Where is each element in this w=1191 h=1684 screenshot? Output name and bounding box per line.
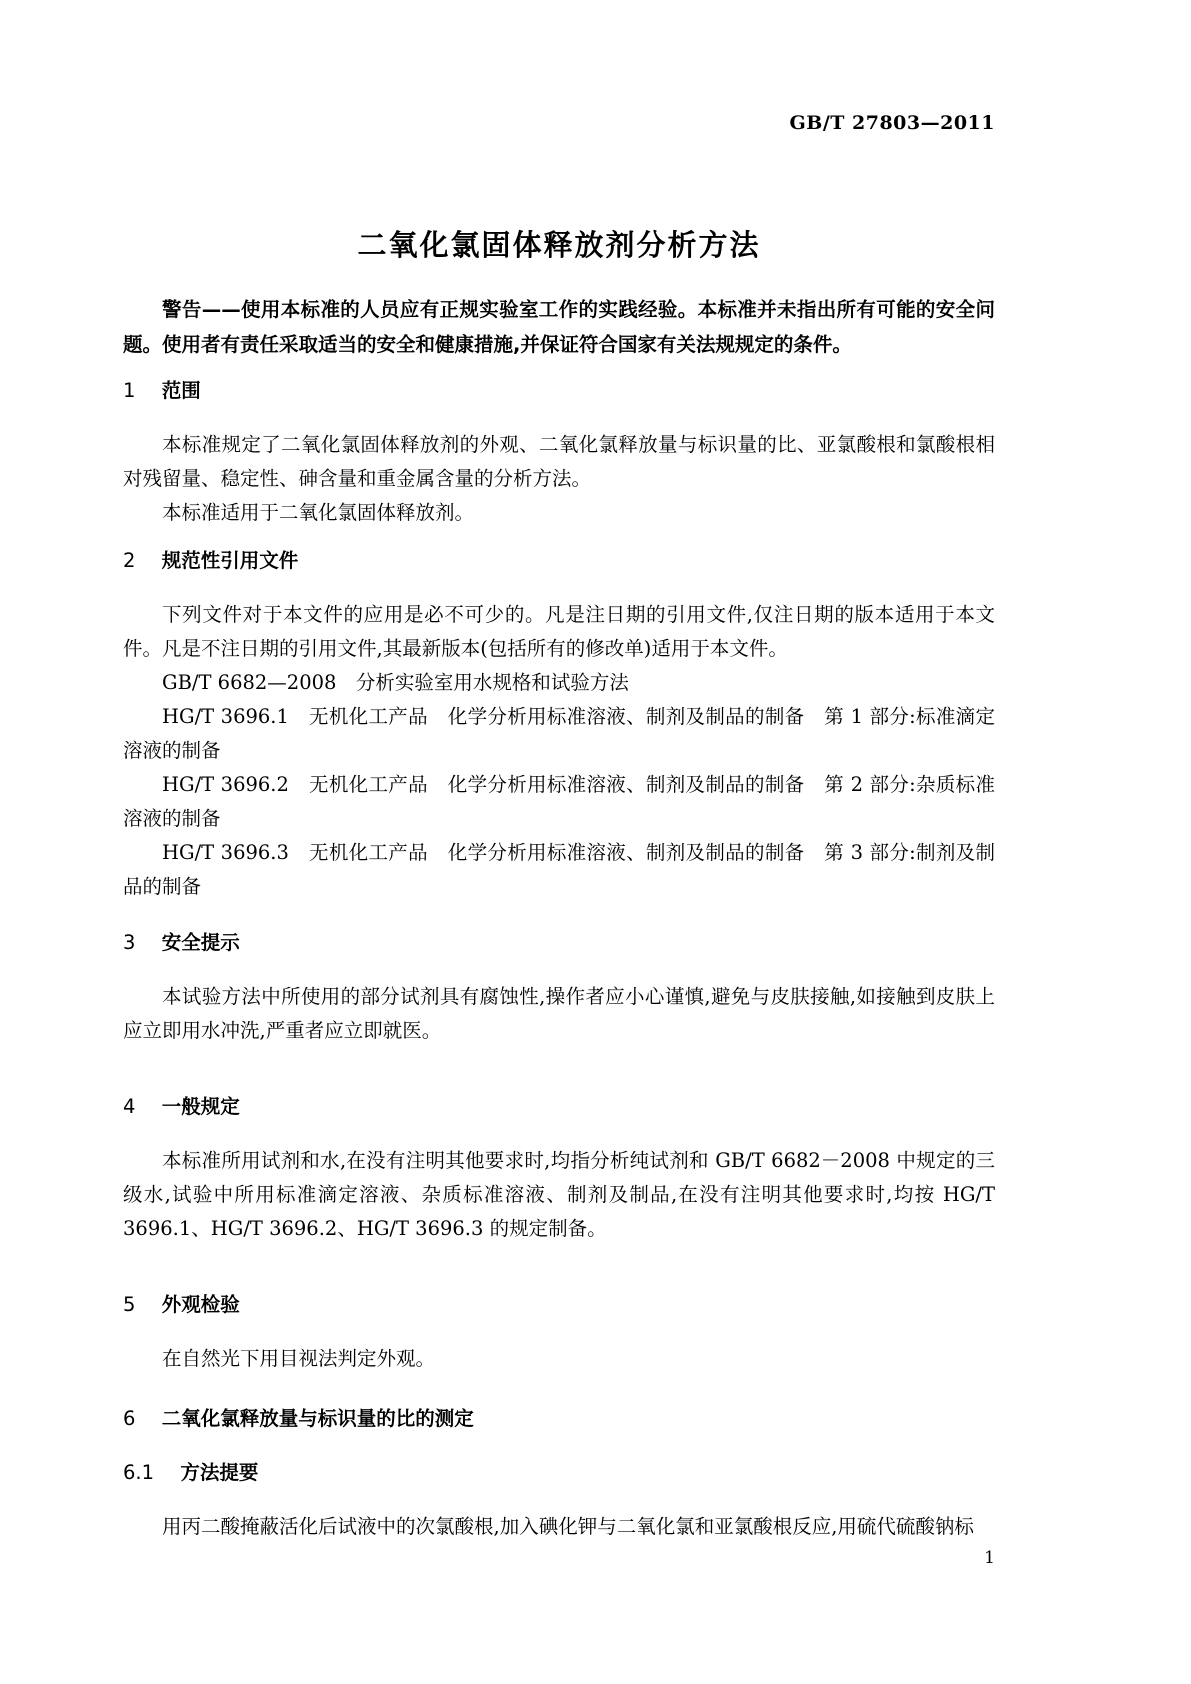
warning-notice: 警告——使用本标准的人员应有正规实验室工作的实践经验。本标准并未指出所有可能的安全问题。使用者有责任采取适当的安全和健康措施,并保证符合国家有关法规规定的条件。: [123, 298, 995, 356]
clause-title-1: 范围: [161, 379, 201, 402]
clause-title-6: 二氧化氯释放量与标识量的比的测定: [161, 1407, 474, 1430]
clause-heading-5: [123, 1292, 995, 1318]
clause-6-1-paragraph-1: 用丙二酸掩蔽活化后试液中的次氯酸根,加入碘化钾与二氧化氯和亚氯酸根反应,用硫代硫酸钠标: [162, 1515, 974, 1538]
clause-title-2: 规范性引用文件: [161, 549, 299, 572]
clause-heading-4: [123, 1094, 995, 1120]
normative-reference-item: HG/T 3696.3 无机化工产品 化学分析用标准溶液、制剂及制品的制备 第 3 部分:制剂及制品的制备: [123, 841, 995, 898]
clause-title-5: 外观检验: [161, 1293, 240, 1316]
clause-number-2: 2: [123, 549, 136, 572]
clause-2-paragraph-1: 下列文件对于本文件的应用是必不可少的。凡是注日期的引用文件,仅注日期的版本适用于本文件。凡是不注日期的引用文件,其最新版本(包括所有的修改单)适用于本文件。: [123, 603, 995, 660]
clause-number-5: 5: [123, 1293, 136, 1316]
clause-4-paragraph-1: 本标准所用试剂和水,在没有注明其他要求时,均指分析纯试剂和 GB/T 6682－2008 中规定的三级水,试验中所用标准滴定溶液、杂质标准溶液、制剂及制品,在没有注明其他要求时,均按 HG/T 3696.1、HG/T 3696.2、HG/T 3696.3 的规定制备。: [123, 1149, 996, 1240]
clause-title-4: 一般规定: [161, 1095, 240, 1118]
clause-title-3: 安全提示: [161, 931, 240, 954]
clause-heading-1: [123, 378, 995, 404]
clause-3-paragraph-1: 本试验方法中所使用的部分试剂具有腐蚀性,操作者应小心谨慎,避免与皮肤接触,如接触到皮肤上应立即用水冲洗,严重者应立即就医。: [123, 985, 995, 1042]
clause-5-paragraph-1: 在自然光下用目视法判定外观。: [162, 1347, 436, 1370]
page-title: 二氧化氯固体释放剂分析方法: [357, 228, 761, 263]
clause-1-paragraph-1: 本标准规定了二氧化氯固体释放剂的外观、二氧化氯释放量与标识量的比、亚氯酸根和氯酸根相对残留量、稳定性、砷含量和重金属含量的分析方法。: [123, 433, 995, 490]
clause-heading-2: [123, 548, 995, 574]
clause-heading-3: [123, 930, 995, 956]
running-header: [123, 112, 995, 134]
standard-number: GB/T 27803—2011: [789, 112, 995, 134]
page-number: 1: [984, 1548, 995, 1568]
clause-heading-6: [123, 1406, 995, 1432]
normative-reference-item: HG/T 3696.1 无机化工产品 化学分析用标准溶液、制剂及制品的制备 第 1 部分:标准滴定溶液的制备: [123, 705, 995, 762]
normative-reference-item: HG/T 3696.2 无机化工产品 化学分析用标准溶液、制剂及制品的制备 第 2 部分:杂质标准溶液的制备: [123, 773, 995, 830]
clause-number-3: 3: [123, 931, 136, 954]
clause-1-paragraph-2: 本标准适用于二氧化氯固体释放剂。: [162, 501, 475, 524]
clause-number-1: 1: [123, 379, 136, 402]
clause-number-6: 6: [123, 1407, 136, 1430]
clause-title-6-1: 方法提要: [180, 1461, 259, 1484]
clause-heading-6-1: [123, 1460, 995, 1486]
normative-reference-item: GB/T 6682—2008 分析实验室用水规格和试验方法: [162, 671, 629, 694]
clause-number-4: 4: [123, 1095, 136, 1118]
clause-number-6-1: 6.1: [123, 1461, 155, 1484]
